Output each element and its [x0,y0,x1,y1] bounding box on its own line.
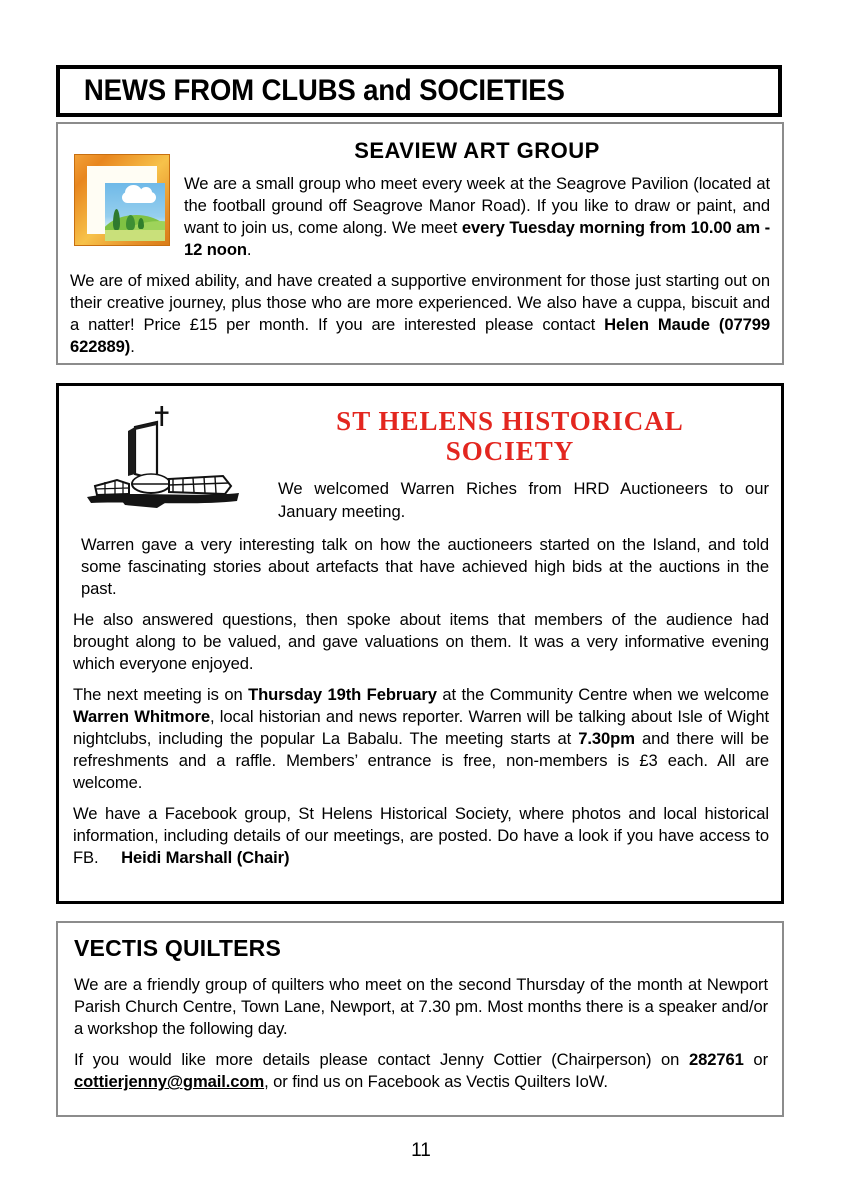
sthelens-title-line-2: SOCIETY [445,436,575,467]
sthelens-signature: Heidi Marshall (Chair) [121,848,290,868]
section-header-banner [56,65,782,117]
page-title: NEWS FROM CLUBS and SOCIETIES [83,74,565,107]
vq-p2-a: If you would like more details please contact Jenny Cottier (Chairperson) on [74,1050,689,1070]
sthelens-title-line-1: ST HELENS HISTORICAL [336,406,684,436]
seaview-title: SEAVIEW ART GROUP [354,138,600,163]
quilters-content [74,933,768,1093]
article-seaview-art-group [56,122,784,365]
page-number: 11 [411,1140,431,1161]
seaview-content [70,132,770,357]
seaview-p2-text-a: We are of mixed ability, and have created a supportive environment for those just starting out on their creative journey, plus those who are more experienced. We also have a cuppa, biscuit and a natter! Price £15 per month. If you are interested please contact [70,271,770,335]
article-st-helens-historical-society [56,383,784,904]
sthelens-paragraph-4 [73,803,769,869]
quilters-paragraph-2 [74,1049,768,1093]
sthelens-content [73,392,769,869]
vq-p2-b: or [743,1050,768,1070]
sthelens-paragraph-3 [73,684,769,794]
seaview-meeting-time: every Tuesday morning from 10.00 am - 12 noon [184,218,770,260]
quilters-paragraph-1: We are a friendly group of quilters who meet on the second Thursday of the month at Newport Parish Church Centre, Town Lane, Newport, at 7.30 pm. Most months there is a speaker and/or a workshop the following day. [74,975,768,1039]
sthelens-lead-paragraph: We welcomed Warren Riches from HRD Auctioneers to our January meeting. [278,479,769,522]
vq-p2-c: , or find us on Facebook as Vectis Quilters IoW. [264,1072,608,1092]
seaview-p2-text-c: . [130,337,135,357]
sth-meeting-time: 7.30pm [578,729,635,749]
sth-speaker-name: Warren Whitmore [73,707,210,727]
seaview-contact: Helen Maude (07799 622889) [70,315,770,357]
sthelens-title [73,406,769,466]
sth-p3-b: at the Community Centre when we welcome [436,684,769,704]
seaview-p1-text-a: We are a small group who meet every week at the Seagrove Pavilion (located at the football ground off Seagrove Manor Road). If you like to draw or paint, and want to join us, come along. We meet [184,174,770,238]
sthelens-paragraph-2: He also answered questions, then spoke about items that members of the audience had brought along to be valued, and gave valuations on them. It was a very informative evening which everyone enjoyed. [73,609,769,673]
sth-next-meeting-date: Thursday 19th February [248,684,437,704]
article-vectis-quilters [56,921,784,1117]
quilters-phone: 282761 [688,1050,744,1070]
framed-painting-icon [70,154,174,252]
sth-p4-text: We have a Facebook group, St Helens Historical Society, where photos and local historical information, including details of our meetings, are posted. Do have a look if you have access to FB. [73,804,769,868]
sthelens-paragraph-1: Warren gave a very interesting talk on how the auctioneers started on the Island, and told some fascinating stories about artefacts that have achieved high bids at the auctions in the past. [81,534,769,598]
seaview-p1-text-c: . [246,240,252,260]
sth-p3-c: , local historian and news reporter. Warren will be talking about Isle of Wight nightclubs, including the popular La Babalu. The meeting starts at [73,707,769,749]
seaview-paragraph-1 [70,173,770,261]
quilters-email-link[interactable]: cottierjenny@gmail.com [74,1072,265,1092]
sth-p3-d: and there will be refreshments and a raffle. Members’ entrance is free, non-members is £3 each. All are welcome. [73,729,769,793]
quilters-title: VECTIS QUILTERS [74,935,282,961]
sth-p3-a: The next meeting is on [73,684,249,704]
seaview-paragraph-2 [70,270,770,358]
